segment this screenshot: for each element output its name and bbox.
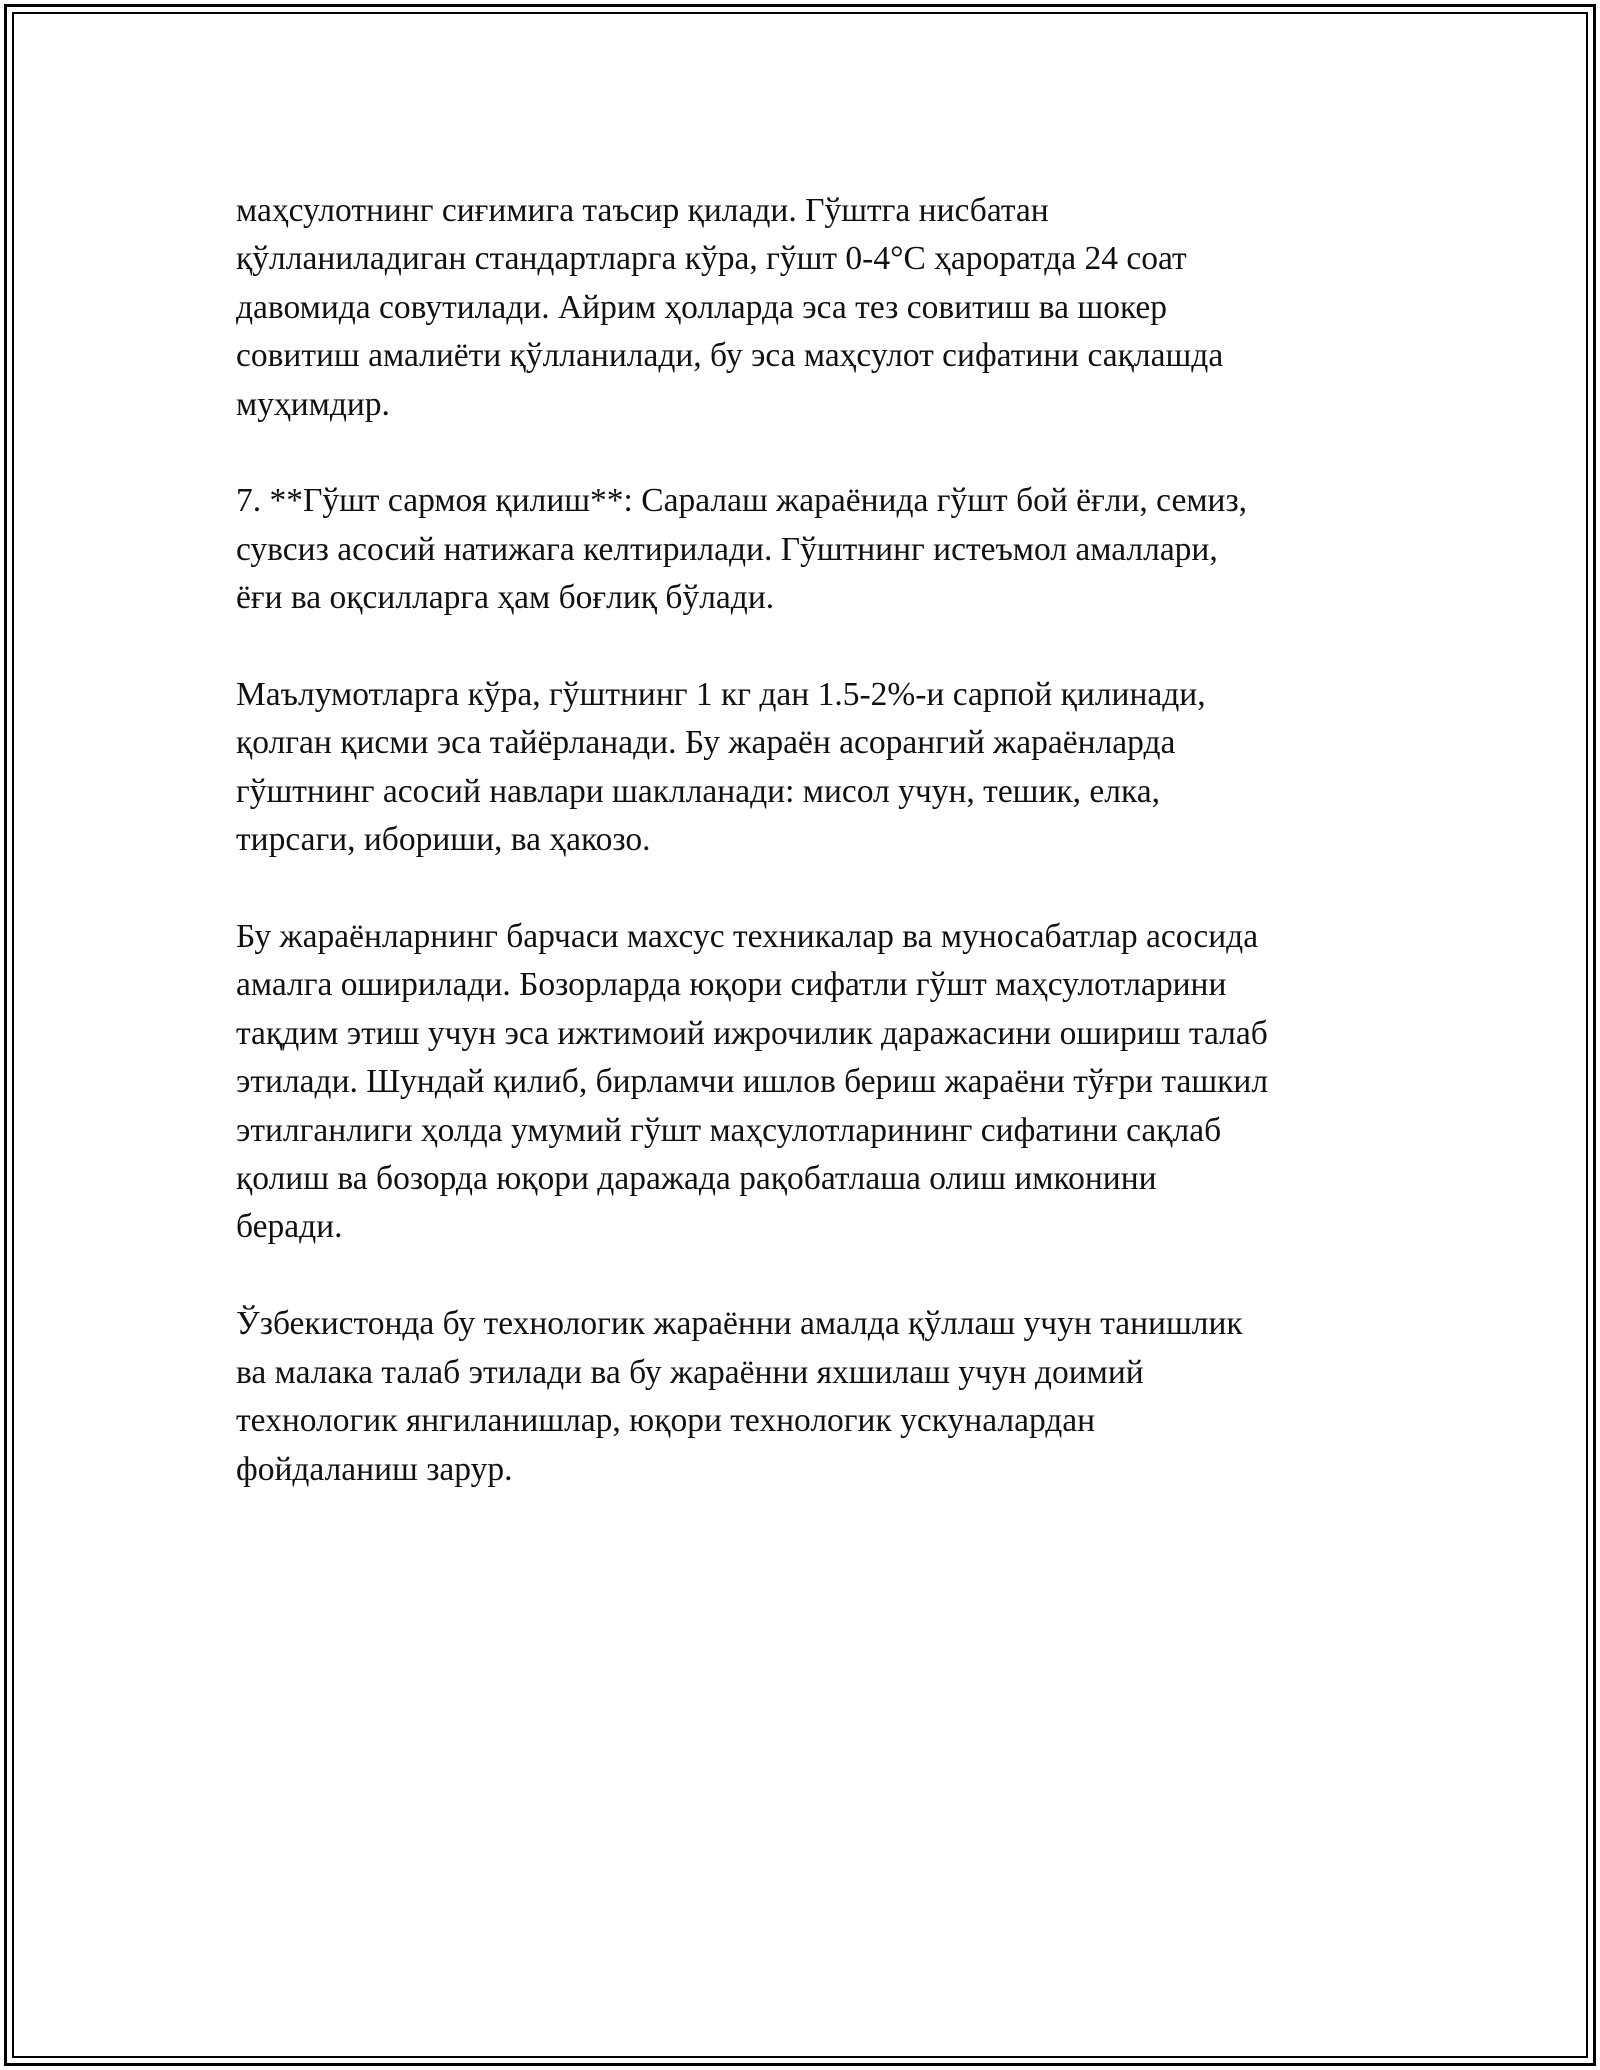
paragraph-2 bbox=[236, 477, 1376, 622]
paragraph-3 bbox=[236, 671, 1376, 865]
text-line: қолган қисми эса тайёрланади. Бу жараён асорангий жараёнларда bbox=[236, 724, 1176, 762]
paragraph-4 bbox=[236, 913, 1376, 1252]
text-line: беради. bbox=[236, 1208, 343, 1246]
text-line: совитиш амалиёти қўлланилади, бу эса маҳсулот сифатини сақлашда bbox=[236, 337, 1224, 375]
text-line: Маълумотларга кўра, гўштнинг 1 кг дан 1.5-2%-и сарпой қилинади, bbox=[236, 676, 1206, 714]
text-line: қолиш ва бозорда юқори даражада рақобатлаша олиш имконини bbox=[236, 1160, 1157, 1198]
text-line: сувсиз асосий натижага келтирилади. Гўштнинг истеъмол амаллари, bbox=[236, 530, 1218, 568]
paragraph-1 bbox=[236, 187, 1376, 429]
text-line: маҳсулотнинг сиғимига таъсир қилади. Гўштга нисбатан bbox=[236, 192, 1049, 229]
text-line: муҳимдир. bbox=[236, 385, 390, 423]
text-line: этилганлиги ҳолда умумий гўшт маҳсулотларининг сифатини сақлаб bbox=[236, 1111, 1222, 1149]
paragraph-5 bbox=[236, 1300, 1376, 1494]
text-line: этилади. Шундай қилиб, бирламчи ишлов бериш жараёни тўғри ташкил bbox=[236, 1063, 1269, 1101]
text-line: 7. **Гўшт сармоя қилиш**: Саралаш жараёнида гўшт бой ёғли, семиз, bbox=[236, 482, 1248, 520]
text-line: амалга оширилади. Бозорларда юқори сифатли гўшт маҳсулотларини bbox=[236, 966, 1227, 1004]
text-line: Бу жараёнларнинг барчаси махсус техникалар ва муносабатлар асосида bbox=[236, 918, 1259, 956]
text-line: тақдим этиш учун эса ижтимоий ижрочилик даражасини ошириш талаб bbox=[236, 1014, 1268, 1052]
text-line: давомида совутилади. Айрим ҳолларда эса тез совитиш ва шокер bbox=[236, 288, 1168, 326]
text-line: қўлланиладиган стандартларга кўра, гўшт 0-4°C ҳароратда 24 соат bbox=[236, 240, 1187, 278]
text-line: тирсаги, ибориши, ва ҳакозо. bbox=[236, 821, 651, 859]
text-line: гўштнинг асосий навлари шаклланади: мисол учун, тешик, елка, bbox=[236, 772, 1161, 810]
text-line: технологик янгиланишлар, юқори технологик ускуналардан bbox=[236, 1402, 1096, 1440]
text-line: фойдаланиш зарур. bbox=[236, 1450, 513, 1488]
document-body bbox=[236, 187, 1376, 1542]
text-line: ёғи ва оқсилларга ҳам боғлиқ бўлади. bbox=[236, 579, 775, 617]
text-line: Ўзбекистонда бу технологик жараённи амалда қўллаш учун танишлик bbox=[236, 1305, 1243, 1343]
text-line: ва малака талаб этилади ва бу жараённи яхшилаш учун доимий bbox=[236, 1353, 1144, 1391]
